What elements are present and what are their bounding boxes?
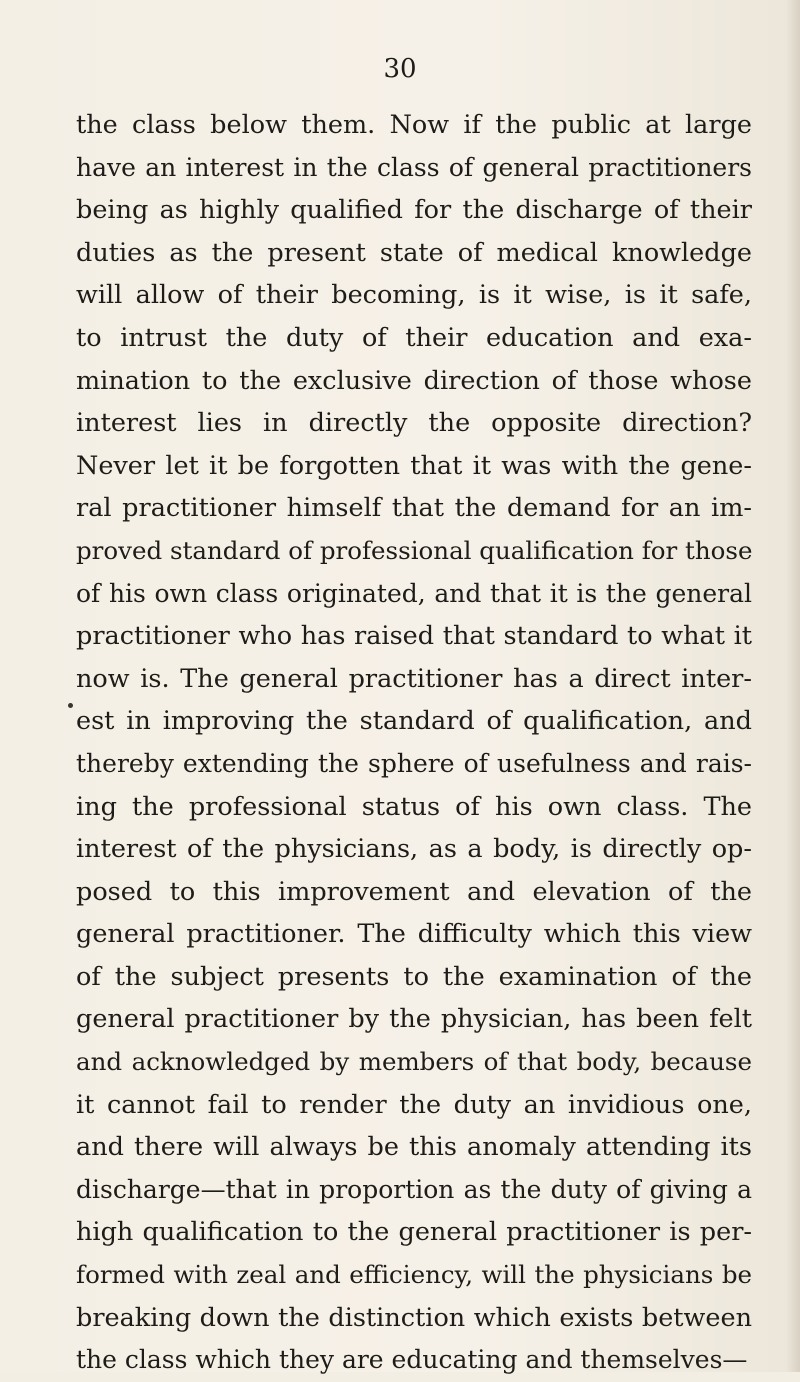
text-line: proved standard of professional qualification for those <box>76 535 752 565</box>
text-line: est in improving the standard of qualification, and <box>76 706 752 737</box>
text-line: interest lies in directly the opposite direction? <box>76 408 752 439</box>
text-line: the class below them. Now if the public at large <box>76 110 752 140</box>
text-line: the class which they are educating and themselves— <box>76 1345 748 1375</box>
text-line: mination to the exclusive direction of those whose <box>76 365 752 396</box>
text-line: general practitioner. The difficulty which this view <box>76 919 752 950</box>
text-line: and there will always be this anomaly attending its <box>76 1132 752 1163</box>
text-line: ing the professional status of his own class. The <box>76 791 752 822</box>
text-line: interest of the physicians, as a body, is directly op- <box>76 834 752 865</box>
text-line: have an interest in the class of general practitioners <box>76 152 752 182</box>
page-number: 30 <box>383 54 417 84</box>
text-line: general practitioner by the physician, has been felt <box>76 1004 752 1035</box>
text-line: thereby extending the sphere of usefulness and rais- <box>76 748 752 778</box>
text-line: discharge—that in proportion as the duty of giving a <box>76 1174 752 1204</box>
ink-speck <box>68 703 73 708</box>
text-line: and acknowledged by members of that body, because <box>76 1047 752 1077</box>
body-text <box>76 104 752 1382</box>
text-line: it cannot fail to render the duty an invidious one, <box>76 1089 752 1120</box>
text-line: of the subject presents to the examination of the <box>76 961 752 992</box>
text-line: of his own class originated, and that it is the general <box>76 578 752 608</box>
text-line: formed with zeal and efficiency, will the physicians be <box>76 1260 752 1290</box>
text-line: ral practitioner himself that the demand for an im- <box>76 493 752 524</box>
text-line: posed to this improvement and elevation of the <box>76 876 752 907</box>
text-line: high qualification to the general practitioner is per- <box>76 1217 752 1248</box>
text-line: Never let it be forgotten that it was with the gene- <box>76 450 752 481</box>
text-line: now is. The general practitioner has a direct inter- <box>76 663 752 694</box>
text-line: duties as the present state of medical knowledge <box>76 237 752 268</box>
text-line: being as highly qualified for the discharge of their <box>76 195 752 226</box>
text-line: practitioner who has raised that standard to what it <box>76 621 752 652</box>
text-line: will allow of their becoming, is it wise, is it safe, <box>76 280 752 311</box>
text-line: breaking down the distinction which exists between <box>76 1302 752 1333</box>
text-line: to intrust the duty of their education and exa- <box>76 322 752 353</box>
page-edge-shadow <box>786 0 800 1372</box>
